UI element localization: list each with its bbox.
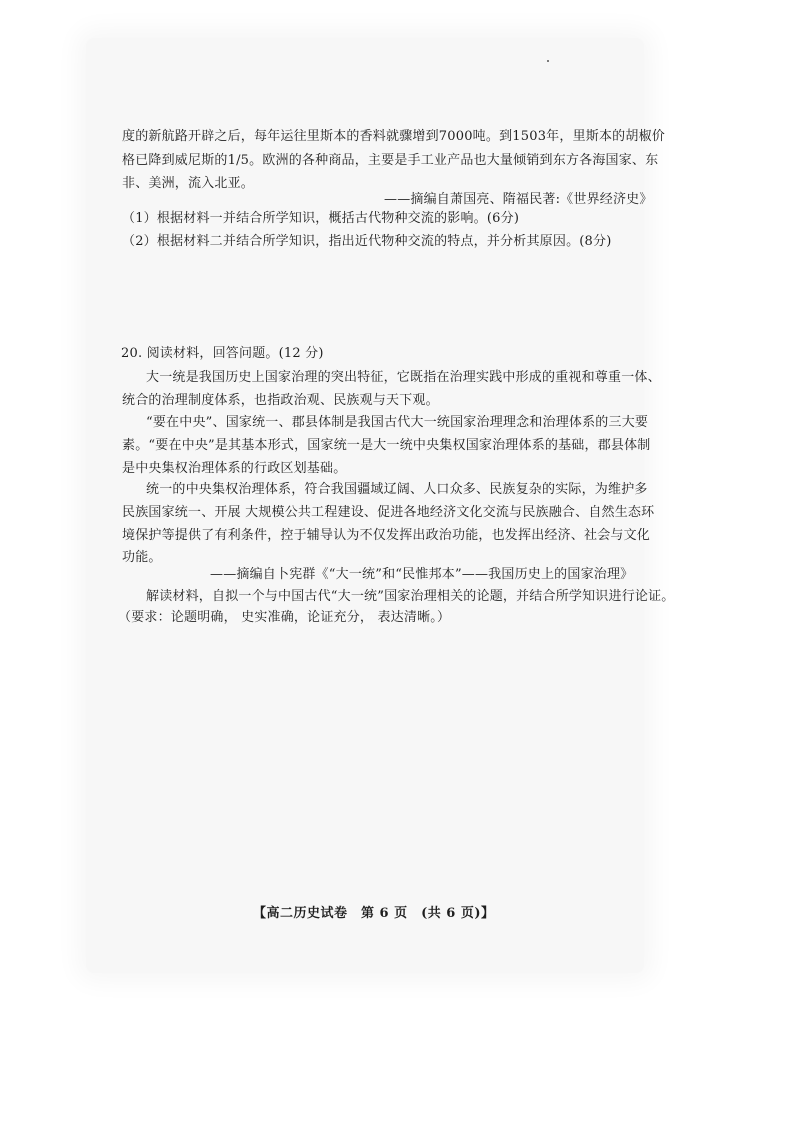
material-paragraph-line: 功能。 [122,550,162,565]
question-20-heading: 20. 阅读材料，回答问题。(12 分) [121,346,324,361]
source-citation: ——摘编自卜宪群《“大一统”和“民惟邦本”——我国历史上的国家治理》 [210,567,634,582]
material-paragraph-line: 大一统是我国历史上国家治理的突出特征，它既指在治理实践中形成的重视和尊重一体、 [146,370,661,385]
task-instruction: 解读材料，自拟一个与中国古代“大一统”国家治理相关的论题，并结合所学知识进行论证。 [146,589,675,604]
page-footer: 【高二历史试卷 第 6 页 (共 6 页)】 [253,906,495,921]
material-text-line: 非、美洲，流入北亚。 [122,176,255,191]
material-paragraph-line: 民族国家统一、开展 大规模公共工程建设、促进各地经济文化交流与民族融合、自然生态环 [122,505,655,520]
task-requirements: （要求：论题明确， 史实准确，论证充分， 表达清晰。） [118,610,451,625]
material-paragraph-line: 统一的中央集权治理体系，符合我国疆域辽阔、人口众多、民族复杂的实际，为维护多 [146,482,648,497]
material-paragraph-line: 素。“要在中央”是其基本形式，国家统一是大一统中央集权国家治理体系的基础，郡县体制 [122,438,651,453]
material-text-line: 度的新航路开辟之后，每年运往里斯本的香料就骤增到7000吨。到1503年，里斯本的胡椒价 [122,129,665,144]
scan-speck [547,60,549,62]
source-citation: ——摘编自萧国亮、隋福民著:《世界经济史》 [384,192,653,207]
question-2: （2）根据材料二并结合所学知识，指出近代物种交流的特点，并分析其原因。(8分) [122,234,612,249]
material-paragraph-line: “要在中央”、国家统一、郡县体制是我国古代大一统国家治理理念和治理体系的三大要 [146,415,649,430]
material-paragraph-line: 统合的治理制度体系，也指政治观、民族观与天下观。 [122,393,439,408]
material-paragraph-line: 是中央集权治理体系的行政区划基础。 [122,461,347,476]
material-text-line: 格已降到威尼斯的1/5。欧洲的各种商品，主要是手工业产品也大量倾销到东方各海国家、东 [122,153,659,168]
question-1: （1）根据材料一并结合所学知识，概括古代物种交流的影响。(6分) [122,211,520,226]
material-paragraph-line: 境保护等提供了有利条件，控于辅导认为不仅发挥出政治功能，也发挥出经济、社会与文化 [122,528,651,543]
